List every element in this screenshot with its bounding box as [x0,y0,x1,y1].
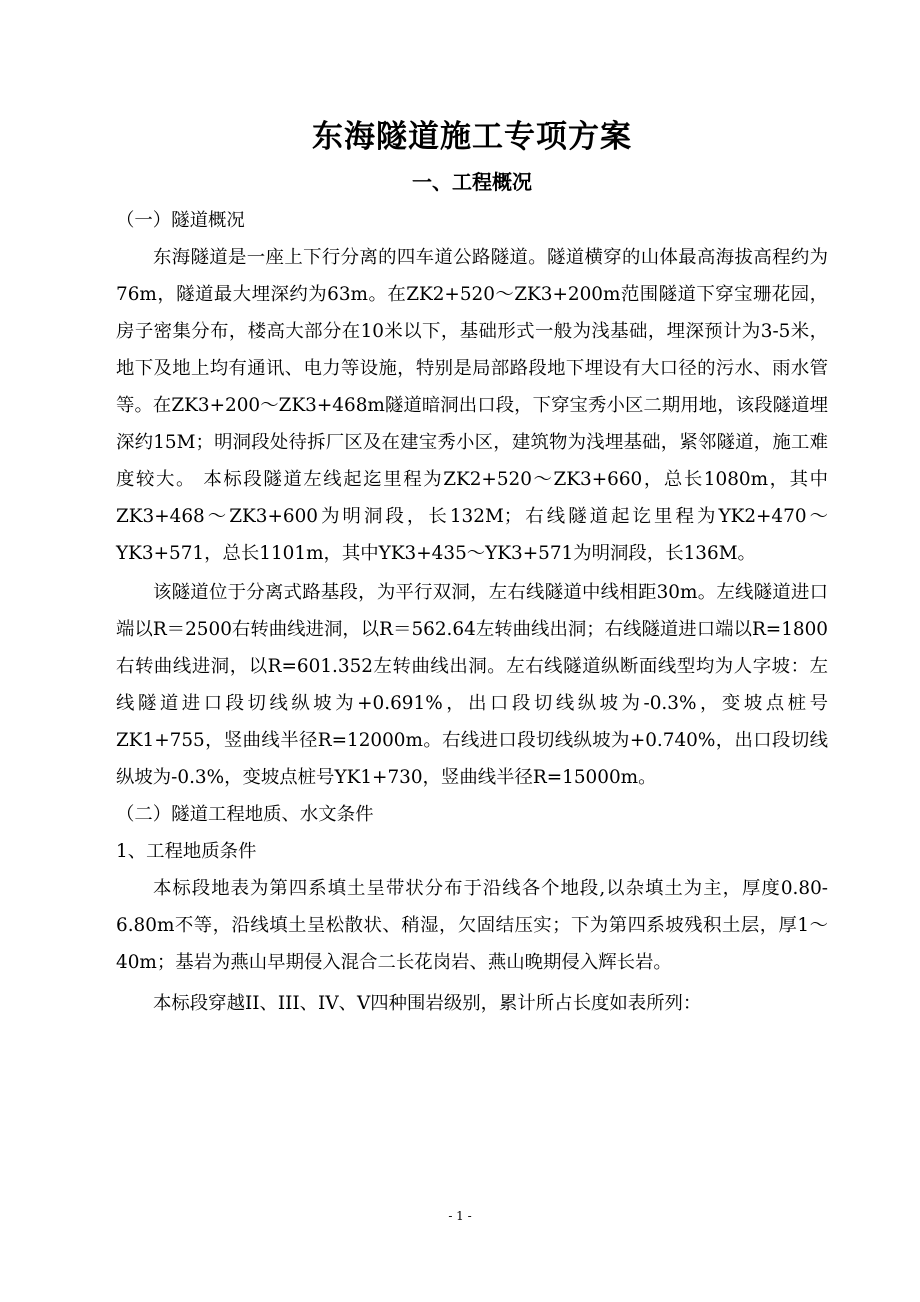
section-title: 一、工程概况 [412,170,532,194]
paragraph-tunnel-overview: 东海隧道是一座上下行分离的四车道公路隧道。隧道横穿的山体最高海拔高程约为76m，隧道最大埋深约为63m。在ZK2+520～ZK3+200m范围隧道下穿宝珊花园，房子密集分布，楼高大部分在10米以下，基础形式一般为浅基础，埋深预计为3-5米，地下及地上均有通讯、电力等设施，特别是局部路段地下埋设有大口径的污水、雨水管等。在ZK3+200～ZK3+468m隧道暗洞出口段，下穿宝秀小区二期用地，该段隧道埋深约15M；明洞段处待拆厂区及在建宝秀小区，建筑物为浅埋基础，紧邻隧道，施工难度较大。 本标段隧道左线起迄里程为ZK2+520～ZK3+660，总长1080m，其中ZK3+468～ZK3+600为明洞段，长132M；右线隧道起讫里程为YK2+470～YK3+571，总长1101m，其中YK3+435～YK3+571为明洞段，长136M。 [116,247,828,564]
item-heading-geology: 1、工程地质条件 [116,841,257,862]
document-page [116,112,828,1022]
paragraph-geology: 本标段地表为第四系填土呈带状分布于沿线各个地段,以杂填土为主，厚度0.80-6.80m不等，沿线填土呈松散状、稍湿，欠固结压实；下为第四系坡残积土层，厚1～40m；基岩为燕山早期侵入混合二长花岗岩、燕山晚期侵入辉长岩。 [116,878,828,973]
document-title: 东海隧道施工专项方案 [312,119,632,155]
subsection-heading-tunnel-overview: （一）隧道概况 [116,210,245,231]
paragraph-alignment: 该隧道位于分离式路基段，为平行双洞，左右线隧道中线相距30m。左线隧道进口端以R＝2500右转曲线进洞，以R＝562.64左转曲线出洞；右线隧道进口端以R=1800右转曲线进洞，以R=601.352左转曲线出洞。左右线隧道纵断面线型均为人字坡：左线隧道进口段切线纵坡为+0.691%，出口段切线纵坡为-0.3%，变坡点桩号ZK1+755，竖曲线半径R=12000m。右线进口段切线纵坡为+0.740%，出口段切线纵坡为-0.3%，变坡点桩号YK1+730，竖曲线半径R=15000m。 [116,582,828,788]
subsection-heading-geology-hydrology: （二）隧道工程地质、水文条件 [116,804,374,825]
paragraph-rock-grades: 本标段穿越II、III、IV、Ⅴ四种围岩级别，累计所占长度如表所列： [153,993,702,1014]
page-number: - 1 - [448,1209,472,1223]
